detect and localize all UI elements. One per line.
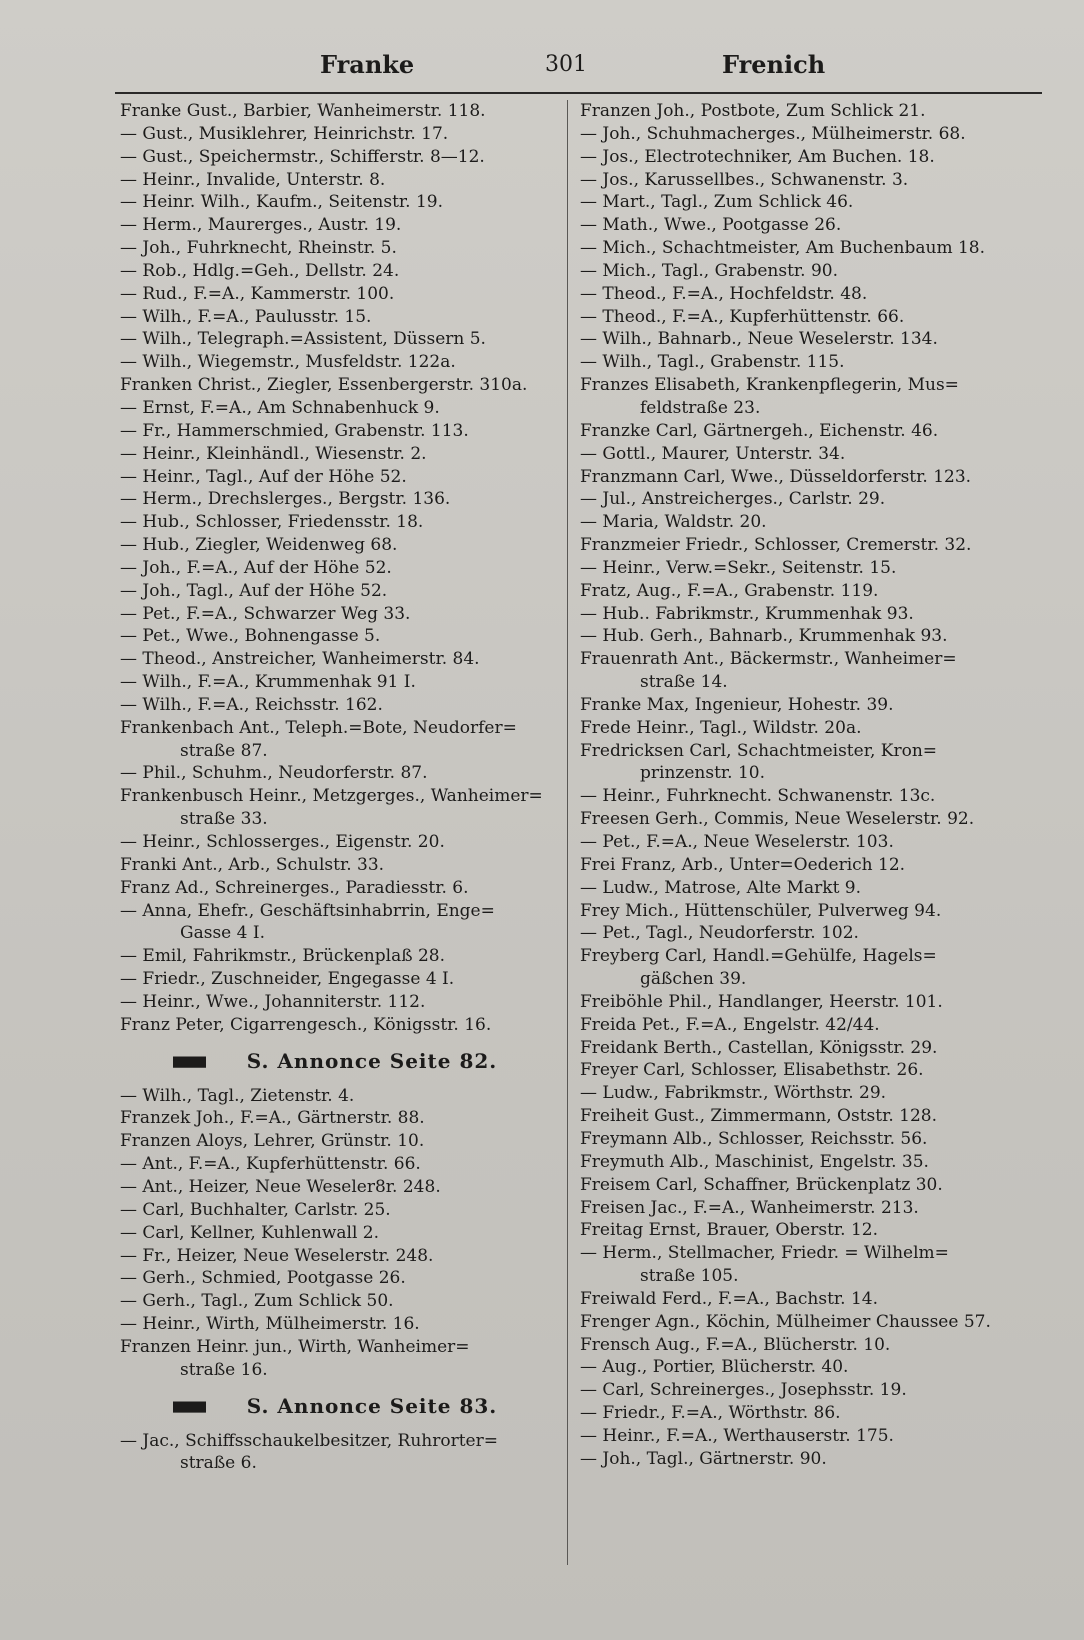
directory-entry: — Heinr., Kleinhändl., Wiesenstr. 2.	[120, 443, 427, 464]
directory-entry: — Wilh., Telegraph.=Assistent, Düssern 5.	[120, 329, 486, 350]
directory-entry: Franzek Joh., F.=A., Gärtnerstr. 88.	[120, 1108, 425, 1129]
directory-entry: — Carl, Schreinerges., Josephsstr. 19.	[580, 1380, 907, 1401]
right-column	[580, 100, 1045, 1471]
directory-entry: — Heinr., Tagl., Auf der Höhe 52.	[120, 466, 407, 487]
directory-entry: — Jac., Schiffsschaukelbesitzer, Ruhrorter=	[120, 1430, 498, 1451]
directory-entry: — Heinr. Wilh., Kaufm., Seitenstr. 19.	[120, 192, 443, 213]
directory-entry: — Anna, Ehefr., Geschäftsinhabrrin, Enge=	[120, 900, 495, 921]
directory-entry: — Math., Wwe., Pootgasse 26.	[580, 215, 842, 236]
directory-entry: Freiböhle Phil., Handlanger, Heerstr. 101.	[580, 991, 943, 1012]
advertisement-reference	[120, 1037, 550, 1085]
directory-entry: Fredricksen Carl, Schachtmeister, Kron=	[580, 740, 938, 761]
directory-entry: — Hub. Gerh., Bahnarb., Krummenhak 93.	[580, 626, 948, 647]
directory-entry: Franzmann Carl, Wwe., Düsseldorferstr. 123.	[580, 466, 972, 487]
directory-entry: Freitag Ernst, Brauer, Oberstr. 12.	[580, 1220, 879, 1241]
directory-entry: Frey Mich., Hüttenschüler, Pulverweg 94.	[580, 900, 942, 921]
directory-entry: — Mich., Schachtmeister, Am Buchenbaum 18.	[580, 238, 986, 259]
directory-entry: — Herm., Drechslerges., Bergstr. 136.	[120, 489, 451, 510]
directory-entry: — Gottl., Maurer, Unterstr. 34.	[580, 443, 846, 464]
directory-entry: — Joh., Schuhmacherges., Mülheimerstr. 68.	[580, 123, 966, 144]
directory-entry: Franken Christ., Ziegler, Essenbergerstr. 310a.	[120, 375, 528, 396]
directory-entry: — Gust., Speichermstr., Schifferstr. 8—12.	[120, 146, 485, 167]
directory-entry: — Fr., Hammerschmied, Grabenstr. 113.	[120, 420, 469, 441]
directory-entry: Franz Peter, Cigarrengesch., Königsstr. 16.	[120, 1014, 492, 1035]
entry-continuation: straße 87.	[180, 740, 268, 761]
directory-entry: Freisem Carl, Schaffner, Brückenplatz 30.	[580, 1174, 943, 1195]
entry-continuation: straße 6.	[180, 1453, 257, 1474]
advertisement-text: S. Annonce Seite 82.	[246, 1048, 498, 1073]
directory-entry: — Theod., Anstreicher, Wanheimerstr. 84.	[120, 649, 480, 670]
directory-entry: — Heinr., Fuhrknecht. Schwanenstr. 13c.	[580, 786, 936, 807]
entry-continuation: Gasse 4 I.	[180, 923, 265, 944]
header-left-keyword: Franke	[320, 50, 415, 79]
directory-entry: — Aug., Portier, Blücherstr. 40.	[580, 1357, 849, 1378]
directory-entry: Frauenrath Ant., Bäckermstr., Wanheimer=	[580, 649, 957, 670]
directory-entry: — Heinr., Schlosserges., Eigenstr. 20.	[120, 832, 445, 852]
directory-entry: — Theod., F.=A., Hochfeldstr. 48.	[580, 283, 868, 304]
directory-entry: — Heinr., Wirth, Mülheimerstr. 16.	[120, 1314, 420, 1335]
directory-entry: — Pet., F.=A., Neue Weselerstr. 103.	[580, 832, 894, 852]
entry-continuation: straße 16.	[180, 1359, 268, 1380]
directory-entry: — Theod., F.=A., Kupferhüttenstr. 66.	[580, 306, 905, 327]
directory-entry: — Mich., Tagl., Grabenstr. 90.	[580, 260, 839, 281]
directory-entry: — Ant., Heizer, Neue Weseler8r. 248.	[120, 1176, 441, 1197]
directory-entry: Freisen Jac., F.=A., Wanheimerstr. 213.	[580, 1197, 919, 1218]
pointing-hand-icon	[173, 1400, 233, 1414]
directory-entry: — Jos., Electrotechniker, Am Buchen. 18.	[580, 146, 935, 167]
directory-entry: Franzen Joh., Postbote, Zum Schlick 21.	[580, 101, 926, 121]
directory-entry: — Wilh., F.=A., Krummenhak 91 I.	[120, 672, 416, 693]
directory-entry: — Rud., F.=A., Kammerstr. 100.	[120, 283, 395, 304]
directory-entry: — Joh., Fuhrknecht, Rheinstr. 5.	[120, 238, 397, 259]
directory-entry: — Carl, Buchhalter, Carlstr. 25.	[120, 1199, 391, 1220]
directory-entry: — Wilh., Tagl., Grabenstr. 115.	[580, 352, 845, 373]
directory-entry: — Hub., Schlosser, Friedensstr. 18.	[120, 512, 424, 533]
directory-entry: Franke Gust., Barbier, Wanheimerstr. 118.	[120, 101, 486, 121]
directory-entry: Franzke Carl, Gärtnergeh., Eichenstr. 46.	[580, 420, 939, 441]
directory-entry: — Wilh., F.=A., Paulusstr. 15.	[120, 306, 372, 327]
entry-continuation: straße 33.	[180, 809, 268, 830]
header-rule	[115, 92, 1042, 94]
directory-entry: — Gerh., Tagl., Zum Schlick 50.	[120, 1291, 394, 1312]
directory-entry: — Wilh., Tagl., Zietenstr. 4.	[120, 1085, 355, 1106]
directory-entry: — Maria, Waldstr. 20.	[580, 512, 767, 533]
left-column	[120, 100, 550, 1475]
directory-entry: — Ant., F.=A., Kupferhüttenstr. 66.	[120, 1154, 421, 1175]
directory-entry: — Gust., Musiklehrer, Heinrichstr. 17.	[120, 123, 449, 144]
directory-entry: — Friedr., Zuschneider, Engegasse 4 I.	[120, 969, 455, 990]
directory-entry: — Joh., F.=A., Auf der Höhe 52.	[120, 557, 392, 578]
page-header	[115, 50, 1045, 90]
directory-entry: — Herm., Maurerges., Austr. 19.	[120, 215, 402, 236]
column-divider	[567, 100, 568, 1565]
directory-entry: — Pet., Wwe., Bohnengasse 5.	[120, 626, 381, 647]
directory-entry: — Jos., Karussellbes., Schwanenstr. 3.	[580, 169, 909, 190]
directory-entry: — Phil., Schuhm., Neudorferstr. 87.	[120, 763, 428, 784]
directory-entry: Frei Franz, Arb., Unter=Oederich 12.	[580, 854, 906, 875]
directory-entry: Fratz, Aug., F.=A., Grabenstr. 119.	[580, 580, 879, 601]
directory-entry: — Ludw., Matrose, Alte Markt 9.	[580, 877, 862, 898]
directory-entry: Frede Heinr., Tagl., Wildstr. 20a.	[580, 717, 862, 738]
directory-entry: — Emil, Fahrikmstr., Brückenplaß 28.	[120, 946, 446, 967]
directory-entry: — Rob., Hdlg.=Geh., Dellstr. 24.	[120, 260, 400, 281]
directory-entry: Franz Ad., Schreinerges., Paradiesstr. 6.	[120, 877, 469, 898]
directory-entry: — Heinr., Verw.=Sekr., Seitenstr. 15.	[580, 557, 897, 578]
directory-entry: — Ernst, F.=A., Am Schnabenhuck 9.	[120, 397, 440, 418]
advertisement-reference	[120, 1382, 550, 1430]
directory-entry: Freyer Carl, Schlosser, Elisabethstr. 26.	[580, 1060, 924, 1081]
directory-entry: — Fr., Heizer, Neue Weselerstr. 248.	[120, 1245, 434, 1266]
directory-entry: — Heinr., Wwe., Johanniterstr. 112.	[120, 991, 426, 1012]
directory-entry: — Wilh., Wiegemstr., Musfeldstr. 122a.	[120, 352, 456, 373]
directory-entry: — Heinr., Invalide, Unterstr. 8.	[120, 169, 386, 190]
directory-entry: — Pet., F.=A., Schwarzer Weg 33.	[120, 603, 411, 624]
directory-entry: — Wilh., Bahnarb., Neue Weselerstr. 134.	[580, 329, 938, 350]
directory-entry: — Heinr., F.=A., Werthauserstr. 175.	[580, 1425, 894, 1446]
entry-continuation: straße 105.	[640, 1266, 739, 1287]
directory-entry: Freymuth Alb., Maschinist, Engelstr. 35.	[580, 1151, 929, 1172]
header-right-keyword: Frenich	[722, 50, 826, 79]
directory-entry: Franzen Aloys, Lehrer, Grünstr. 10.	[120, 1131, 425, 1152]
directory-entry: — Friedr., F.=A., Wörthstr. 86.	[580, 1403, 841, 1424]
directory-entry: Freymann Alb., Schlosser, Reichsstr. 56.	[580, 1128, 928, 1149]
entry-continuation: gäßchen 39.	[640, 969, 747, 990]
pointing-hand-icon	[173, 1055, 233, 1069]
directory-entry: — Herm., Stellmacher, Friedr. = Wilhelm=	[580, 1243, 949, 1264]
page-number: 301	[545, 52, 587, 77]
directory-entry: Frankenbusch Heinr., Metzgerges., Wanheimer=	[120, 786, 543, 807]
directory-entry: — Hub.. Fabrikmstr., Krummenhak 93.	[580, 603, 914, 624]
entry-continuation: prinzenstr. 10.	[640, 763, 766, 784]
directory-entry: Frensch Aug., F.=A., Blücherstr. 10.	[580, 1334, 891, 1355]
directory-entry: — Gerh., Schmied, Pootgasse 26.	[120, 1268, 406, 1289]
directory-entry: — Wilh., F.=A., Reichsstr. 162.	[120, 694, 383, 715]
directory-entry: Franzen Heinr. jun., Wirth, Wanheimer=	[120, 1336, 470, 1357]
directory-entry: — Pet., Tagl., Neudorferstr. 102.	[580, 923, 859, 944]
directory-entry: — Mart., Tagl., Zum Schlick 46.	[580, 192, 854, 213]
directory-entry: Frankenbach Ant., Teleph.=Bote, Neudorfer=	[120, 717, 517, 738]
directory-entry: — Ludw., Fabrikmstr., Wörthstr. 29.	[580, 1083, 887, 1104]
directory-entry: — Carl, Kellner, Kuhlenwall 2.	[120, 1222, 380, 1243]
directory-entry: — Jul., Anstreicherges., Carlstr. 29.	[580, 489, 886, 510]
directory-entry: Frenger Agn., Köchin, Mülheimer Chaussee 57.	[580, 1311, 991, 1332]
directory-entry: Freiwald Ferd., F.=A., Bachstr. 14.	[580, 1288, 879, 1309]
directory-entry: Franzmeier Friedr., Schlosser, Cremerstr. 32.	[580, 535, 972, 556]
directory-entry: Franke Max, Ingenieur, Hohestr. 39.	[580, 694, 894, 715]
directory-entry: — Hub., Ziegler, Weidenweg 68.	[120, 535, 398, 556]
directory-entry: Freida Pet., F.=A., Engelstr. 42/44.	[580, 1014, 880, 1035]
directory-entry: Freyberg Carl, Handl.=Gehülfe, Hagels=	[580, 946, 937, 967]
advertisement-text: S. Annonce Seite 83.	[246, 1393, 498, 1418]
entry-continuation: feldstraße 23.	[640, 397, 761, 418]
directory-entry: Franzes Elisabeth, Krankenpflegerin, Mus=	[580, 375, 959, 396]
directory-entry: Freiheit Gust., Zimmermann, Oststr. 128.	[580, 1106, 937, 1127]
directory-entry: Freesen Gerh., Commis, Neue Weselerstr. 92.	[580, 809, 975, 830]
directory-entry: — Joh., Tagl., Auf der Höhe 52.	[120, 580, 388, 601]
directory-entry: Franki Ant., Arb., Schulstr. 33.	[120, 854, 385, 875]
directory-entry: Freidank Berth., Castellan, Königsstr. 29.	[580, 1037, 938, 1058]
entry-continuation: straße 14.	[640, 672, 728, 693]
directory-entry: — Joh., Tagl., Gärtnerstr. 90.	[580, 1448, 827, 1469]
